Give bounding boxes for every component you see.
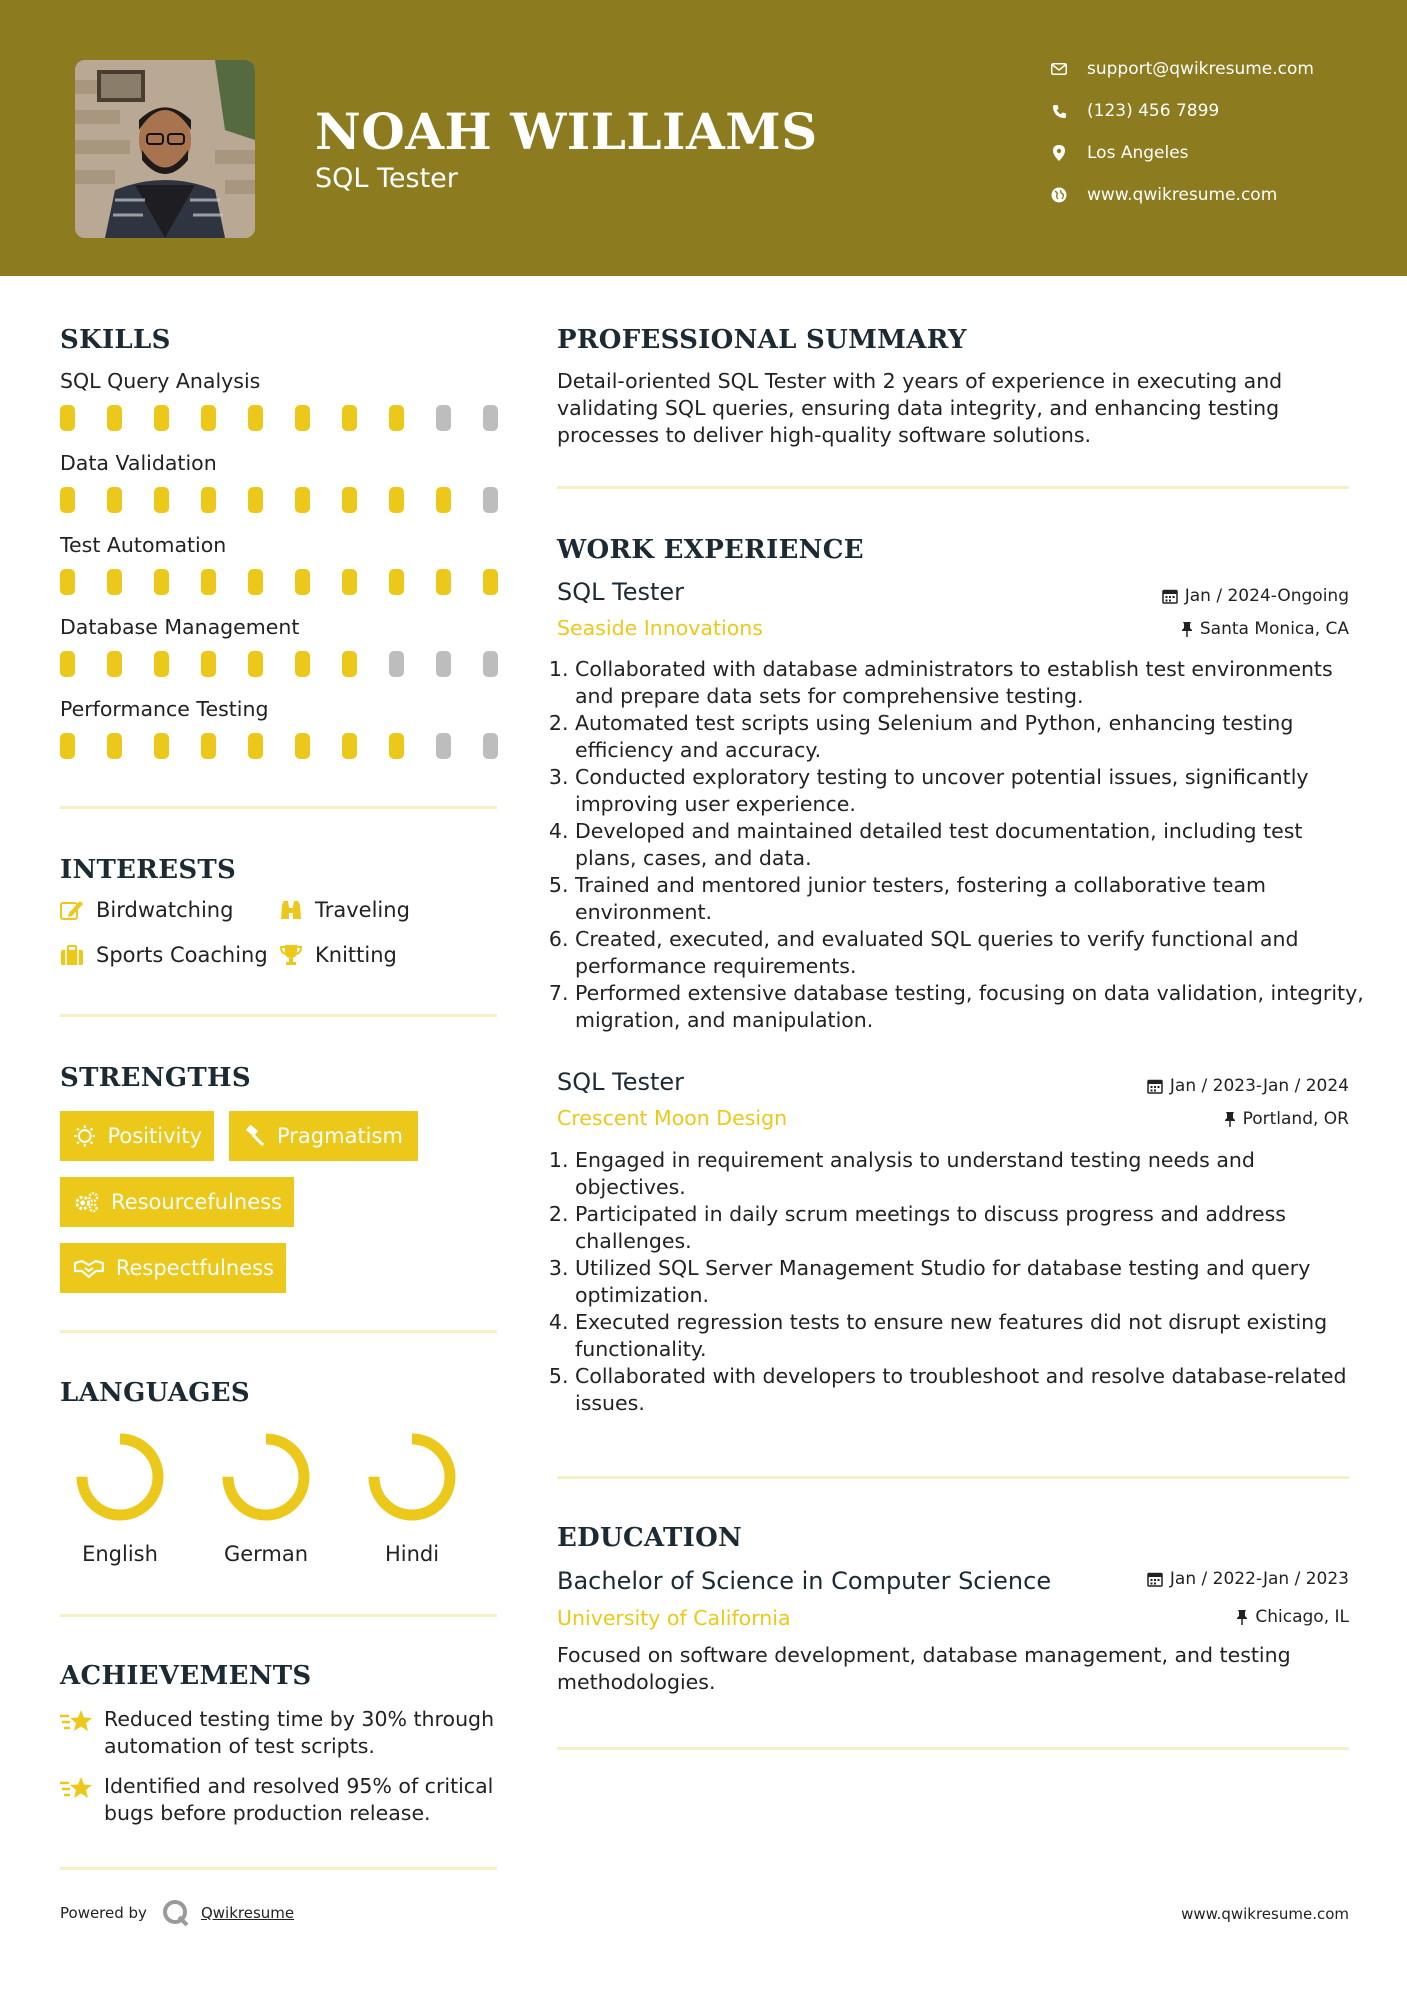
phone-icon (1050, 102, 1068, 120)
education-location (1236, 1607, 1349, 1627)
interest-item (279, 898, 410, 922)
skill-dot-filled (436, 487, 451, 513)
candidate-name: NOAH WILLIAMS (315, 102, 818, 161)
job-bullet: 5. Collaborated with developers to troubleshoot and resolve database-related issues. (575, 1363, 1370, 1417)
briefcase-icon (60, 944, 84, 966)
skills-divider (60, 806, 497, 809)
achievement-item (60, 1773, 500, 1827)
resume-header (0, 0, 1407, 276)
skill-dot-filled (483, 569, 498, 595)
skill-dot-filled (248, 405, 263, 431)
strength-tag (60, 1177, 294, 1227)
skill-dot-filled (201, 487, 216, 513)
summary-text: Detail-oriented SQL Tester with 2 years of experience in executing and validating SQL queries, ensuring data integrity, and enhancing testing processes to deliver high-quality software solutions. (557, 369, 1283, 447)
achievements-title: ACHIEVEMENTS (60, 1661, 312, 1691)
skill-dot-empty (389, 651, 404, 677)
skill-level-meter (60, 733, 498, 759)
job-company: Seaside Innovations (557, 616, 763, 640)
skill-dot-filled (154, 487, 169, 513)
skill-name: Performance Testing (60, 697, 269, 721)
interest-item (279, 943, 397, 967)
skill-name: Test Automation (60, 533, 227, 557)
job-dates-text: Jan / 2023-Jan / 2024 (1169, 1076, 1349, 1096)
skill-dot-filled (389, 733, 404, 759)
skill-dot-filled (248, 733, 263, 759)
calendar-icon (1147, 1571, 1163, 1587)
job-location-text: Portland, OR (1242, 1109, 1349, 1129)
skill-dot-filled (436, 569, 451, 595)
job-location (1224, 1109, 1349, 1129)
skill-dot-filled (60, 651, 75, 677)
job-bullet: 1. Collaborated with database administrators to establish test environments and prepare data sets for comprehensive testing. (575, 656, 1370, 710)
skill-dot-filled (389, 569, 404, 595)
job-dates-text: Jan / 2024-Ongoing (1184, 586, 1349, 606)
job-bullet: 3. Conducted exploratory testing to uncover potential issues, significantly improving user experience. (575, 764, 1370, 818)
sun-icon (74, 1125, 95, 1147)
interest-item (60, 898, 233, 922)
contact-website-text: www.qwikresume.com (1087, 185, 1278, 205)
skill-dot-filled (295, 651, 310, 677)
languages-divider (60, 1614, 497, 1617)
job-dates (1147, 1076, 1349, 1096)
job-bullets (557, 656, 1370, 1034)
skill-dot-empty (436, 405, 451, 431)
skill-level-meter (60, 651, 498, 677)
strength-label: Resourcefulness (111, 1190, 282, 1214)
pencil-icon (60, 899, 84, 921)
interest-label: Knitting (315, 943, 397, 967)
strength-tag (60, 1243, 286, 1293)
skill-level-meter (60, 405, 498, 431)
contact-email-text: support@qwikresume.com (1087, 59, 1314, 79)
footer-website[interactable]: www.qwikresume.com (1181, 1905, 1349, 1923)
language-proficiency-arc (228, 1439, 304, 1515)
strengths-title: STRENGTHS (60, 1063, 251, 1093)
skill-dot-filled (107, 569, 122, 595)
job-company: Crescent Moon Design (557, 1106, 788, 1130)
skill-dot-empty (483, 651, 498, 677)
skill-dot-filled (248, 651, 263, 677)
interest-label: Birdwatching (96, 898, 234, 922)
skill-name: Data Validation (60, 451, 217, 475)
skill-dot-filled (248, 487, 263, 513)
calendar-icon (1147, 1078, 1163, 1094)
job-bullet: 2. Automated test scripts using Selenium and Python, enhancing testing efficiency and accuracy. (575, 710, 1370, 764)
skill-level-meter (60, 569, 498, 595)
interests-title: INTERESTS (60, 855, 237, 885)
skill-dot-filled (342, 569, 357, 595)
language-name: English (82, 1542, 158, 1566)
job-bullet: 4. Executed regression tests to ensure new features did not disrupt existing functionality. (575, 1309, 1370, 1363)
education-degree: Bachelor of Science in Computer Science (557, 1567, 1052, 1595)
job-bullet: 1. Engaged in requirement analysis to understand testing needs and objectives. (575, 1147, 1370, 1201)
skill-dot-filled (201, 405, 216, 431)
education-location-text: Chicago, IL (1255, 1607, 1349, 1627)
strength-label: Pragmatism (277, 1124, 403, 1148)
strength-tag (60, 1111, 214, 1161)
skill-dot-filled (295, 405, 310, 431)
profile-photo-image (75, 60, 255, 238)
shooting-star-icon (60, 1775, 94, 1801)
job-bullet: 2. Participated in daily scrum meetings to discuss progress and address challenges. (575, 1201, 1370, 1255)
summary-title: PROFESSIONAL SUMMARY (557, 325, 967, 355)
skill-dot-filled (60, 487, 75, 513)
contact-phone-text: (123) 456 7899 (1087, 101, 1220, 121)
skill-dot-filled (389, 405, 404, 431)
qwikresume-logo-icon (161, 1898, 191, 1928)
skill-dot-filled (60, 569, 75, 595)
globe-icon (1050, 186, 1068, 204)
powered-by-label: Powered by (60, 1904, 147, 1922)
skill-dot-filled (295, 733, 310, 759)
contact-website[interactable] (1050, 183, 1277, 207)
skill-dot-filled (154, 569, 169, 595)
strength-label: Respectfulness (115, 1256, 274, 1280)
skill-dot-filled (107, 651, 122, 677)
strength-label: Positivity (107, 1124, 202, 1148)
achievement-text: Reduced testing time by 30% through automation of test scripts. (104, 1707, 495, 1758)
contact-phone[interactable] (1050, 99, 1219, 123)
skill-dot-filled (295, 487, 310, 513)
binoculars-icon (279, 899, 303, 921)
map-marker-icon (1050, 144, 1068, 162)
skill-dot-filled (201, 651, 216, 677)
language-item (211, 1430, 321, 1566)
language-proficiency-arc (82, 1439, 158, 1515)
language-item (65, 1430, 175, 1566)
achievements-divider (60, 1867, 497, 1870)
skill-dot-filled (342, 733, 357, 759)
skill-dot-filled (389, 487, 404, 513)
profile-photo (75, 60, 255, 238)
skill-dot-filled (201, 569, 216, 595)
education-title: EDUCATION (557, 1523, 743, 1553)
contact-location (1050, 141, 1189, 165)
pushpin-icon (1236, 1609, 1248, 1625)
languages-title: LANGUAGES (60, 1378, 250, 1408)
envelope-icon (1050, 60, 1068, 78)
skill-dot-filled (342, 405, 357, 431)
shooting-star-icon (60, 1708, 94, 1734)
skill-dot-empty (436, 651, 451, 677)
calendar-icon (1162, 588, 1178, 604)
job-title: SQL Tester (557, 578, 685, 606)
job-bullet: 3. Utilized SQL Server Management Studio for database testing and query optimization. (575, 1255, 1370, 1309)
job-bullets (557, 1147, 1370, 1417)
language-proficiency-ring (219, 1430, 313, 1524)
skill-dot-filled (201, 733, 216, 759)
job-bullet: 4. Developed and maintained detailed test documentation, including test plans, cases, and data. (575, 818, 1370, 872)
skill-dot-filled (60, 405, 75, 431)
strength-tag (229, 1111, 418, 1161)
language-item (357, 1430, 467, 1566)
skill-dot-filled (107, 405, 122, 431)
skill-dot-filled (295, 569, 310, 595)
job-bullet: 7. Performed extensive database testing, focusing on data validation, integrity, migration, and manipulation. (575, 980, 1370, 1034)
language-name: German (223, 1542, 309, 1566)
achievement-text: Identified and resolved 95% of critical bugs before production release. (104, 1774, 494, 1825)
handshake-icon (74, 1257, 104, 1279)
job-location (1181, 619, 1349, 639)
skills-title: SKILLS (60, 325, 171, 355)
skill-dot-filled (154, 405, 169, 431)
education-divider (557, 1747, 1349, 1750)
education-dates (1147, 1569, 1349, 1589)
gavel-icon (243, 1125, 265, 1147)
candidate-role: SQL Tester (315, 163, 458, 194)
job-bullet: 5. Trained and mentored junior testers, fostering a collaborative team environment. (575, 872, 1370, 926)
education-dates-text: Jan / 2022-Jan / 2023 (1169, 1569, 1349, 1589)
gears-icon (74, 1191, 99, 1213)
skill-dot-filled (248, 569, 263, 595)
education-school: University of California (557, 1606, 791, 1630)
job-location-text: Santa Monica, CA (1199, 619, 1349, 639)
job-bullet: 6. Created, executed, and evaluated SQL queries to verify functional and performance requirements. (575, 926, 1370, 980)
interest-label: Traveling (315, 898, 410, 922)
skill-dot-filled (107, 487, 122, 513)
contact-location-text: Los Angeles (1087, 143, 1189, 163)
skill-dot-empty (483, 487, 498, 513)
contact-email[interactable] (1050, 57, 1314, 81)
job-dates (1162, 586, 1349, 606)
language-name: Hindi (384, 1542, 440, 1566)
trophy-icon (279, 944, 303, 966)
language-proficiency-arc (374, 1439, 450, 1515)
skill-dot-filled (107, 733, 122, 759)
skill-dot-empty (436, 733, 451, 759)
qwikresume-link[interactable]: Qwikresume (200, 1904, 295, 1922)
skill-name: SQL Query Analysis (60, 369, 261, 393)
skill-level-meter (60, 487, 498, 513)
education-description: Focused on software development, database management, and testing methodologies. (557, 1643, 1291, 1694)
interests-divider (60, 1014, 497, 1017)
skill-dot-filled (342, 487, 357, 513)
language-proficiency-ring (73, 1430, 167, 1524)
pushpin-icon (1181, 621, 1193, 637)
experience-divider (557, 1476, 1349, 1479)
language-proficiency-ring (365, 1430, 459, 1524)
strengths-divider (60, 1330, 497, 1333)
skill-dot-filled (154, 733, 169, 759)
skill-dot-filled (154, 651, 169, 677)
skill-dot-empty (483, 405, 498, 431)
skill-dot-filled (342, 651, 357, 677)
pushpin-icon (1224, 1111, 1236, 1127)
interest-item (60, 943, 268, 967)
summary-divider (557, 486, 1349, 489)
experience-title: WORK EXPERIENCE (557, 535, 864, 565)
achievement-item (60, 1706, 500, 1760)
skill-name: Database Management (60, 615, 300, 639)
skill-dot-filled (60, 733, 75, 759)
skill-dot-empty (483, 733, 498, 759)
job-title: SQL Tester (557, 1068, 685, 1096)
footer-powered-by (60, 1898, 294, 1928)
interest-label: Sports Coaching (96, 943, 268, 967)
